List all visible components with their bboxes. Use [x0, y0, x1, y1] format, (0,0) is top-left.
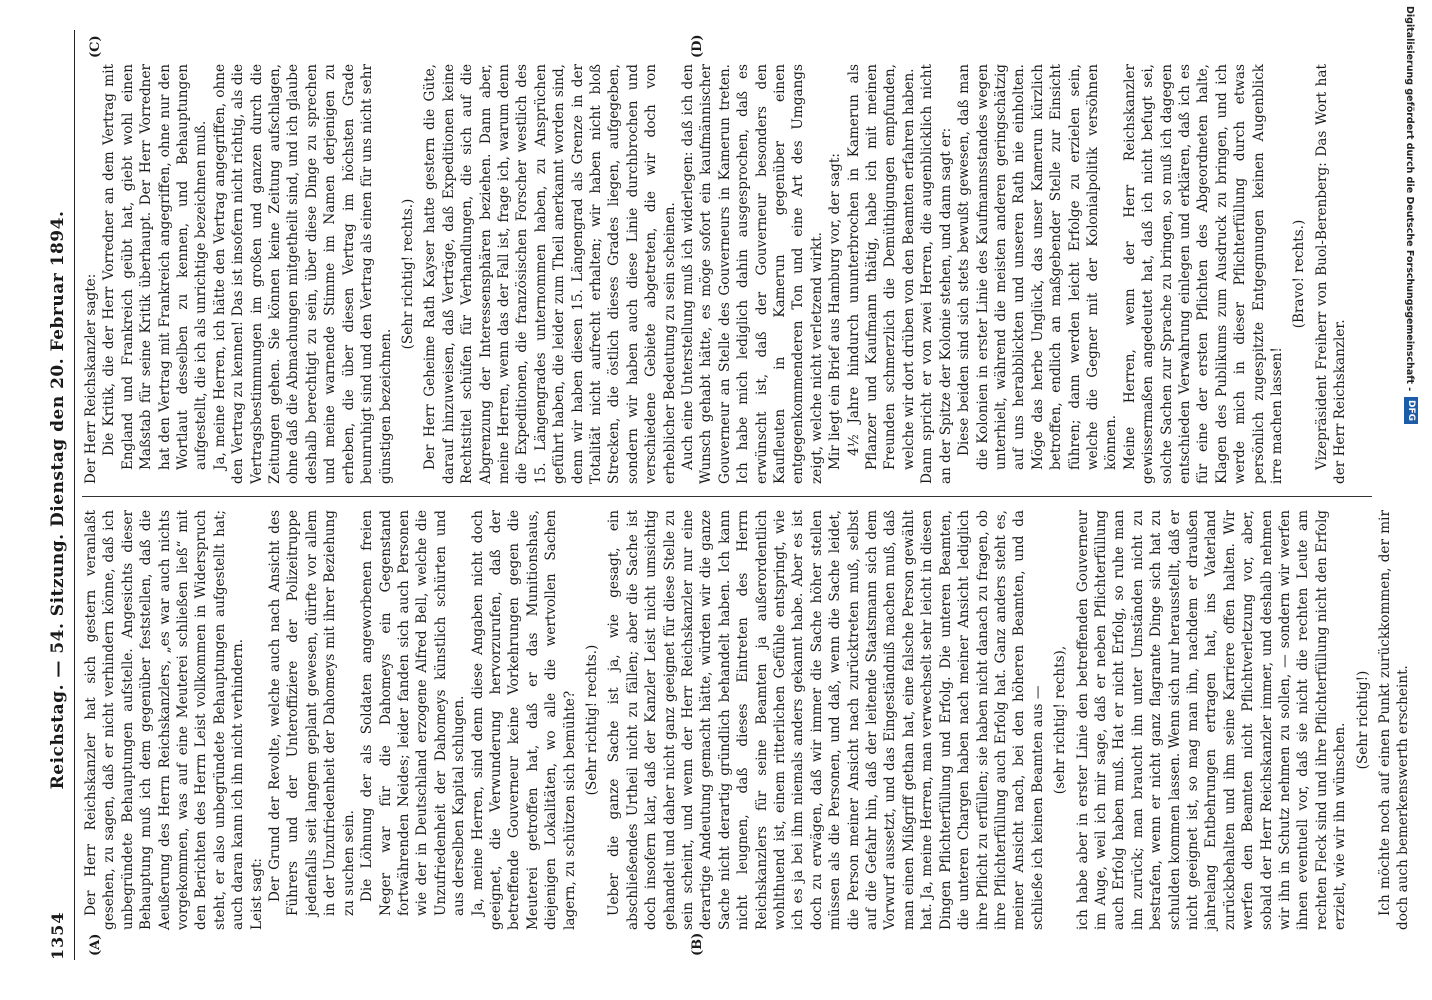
margin-mark-c: (C) — [88, 35, 103, 58]
digitization-credit — [1404, 6, 1430, 994]
paragraph: ich habe aber in erster Linie den betreffenden Gouverneur im Auge, weil ich mir sage, daß er neben Pflichterfüllung auch Erfolg haben muß. Hat er nicht Erfolg, so ruhe man ihn zurück; man braucht ihn unter Umständen nicht zu bestrafen, wenn er nicht ganz flagrante Dinge sich hat zu schulden kommen lassen. Wenn sich nur herausstellt, daß er nicht geeignet ist, so mag man ihn, nachdem er draußen jahrelang Entbehrungen ertragen hat, ins Vaterland zurückbehalten und ihm seine Karriere offen halten. Wir werfen den Beamten nicht Pflichtverletzung vor, aber, sobald der Herr Reichskanzler immer, und deshalb nehmen wir ihn in Schutz nehmen zu sollen, — sondern wir werfen ihnen eventuell vor, daß sie nicht die rechten Leute am rechten Fleck sind und ihre Pflichterfüllung nicht den Erfolg erzielt, wie wir ihn wünschen. — [1074, 510, 1349, 930]
running-head: Reichstag. — 54. Sitzung. Dienstag den 20. Februar 1894. — [48, 210, 68, 790]
margin-mark-d: (D) — [690, 34, 705, 58]
paragraph: Der Herr Geheime Rath Kayser hatte gestern die Güte, darauf hinzuweisen, daß Verträge, daß Expeditionen keine Rechtstitel schüfen für Verhandlungen, die sich auf die Abgrenzung der Interessensphären beziehen. Dann aber, meine Herren, wenn das der Fall ist, frage ich, warum denn die Expeditionen, die französischen Forscher westlich des 15. Längengrades unternommen haben, zu Ansprüchen geführt haben, die leider zum Theil anerkannt worden sind, denn wir haben diesen 15. Längengrad als Grenze in der Totalität nicht aufrecht erhalten; wir haben nicht bloß Strecken, die östlich dieses Grades liegen, aufgegeben, sondern wir haben auch diese Linie durchbrochen und verschiedene Gebiete abgetreten, die wir doch von erheblicher Bedeutung zu sein scheinen. — [422, 64, 678, 484]
paragraph: Ja, meine Herren, sind denn diese Angaben nicht doch geeignet, die Verwunderung hervorzurufen, daß der betreffende Gouverneur keine Vorkehrungen gegen die Meuterei getroffen hat, daß er das Munitionshaus, diejenigen Lokalitäten, wo alle die wertvollen Sachen lagern, zu schützen sich bemühte? — [469, 510, 578, 930]
column-divider — [82, 496, 1372, 497]
paragraph: Der Herr Reichskanzler hat sich gestern veranlaßt gesehen, zu sagen, daß er nicht verhindern könne, daß ich unbegründete Behauptungen aufstelle. Angesichts dieser Behauptung muß ich dem gegenüber feststellen, daß die Aeußerung des Herrn Reichskanzlers, „es war auch nichts vorgekommen, was auf eine Meuterei schließen ließ“ mit den Berichten des Herrn Leist vollkommen in Widerspruch steht, er also unbegründete Behauptungen aufgestellt hat; auch daran kann ich ihn nicht verhindern. — [83, 510, 247, 930]
interjection: (sehr richtig! rechts), — [1052, 645, 1069, 795]
paragraph: Mir liegt ein Brief aus Hamburg vor, der sagt: — [827, 153, 844, 470]
paragraph: Dann spricht er von zwei Herren, die augenblicklich nicht an der Spitze der Kolonie stehen, und dann sagt er: — [919, 64, 954, 484]
quoted-paragraph: Die Löhnung der als Soldaten angeworbenen freien Neger war für die Dahomeys ein Gegenstand fortwährenden Neides; leider fanden sich auch Personen wie der in Deutschland erzogene Alfred Bell, welche die Unzufriedenheit der Dahomeys künstlich schürten und aus derselben Kapital schlugen. — [359, 510, 468, 916]
credit-text: Digitalisierung gefördert durch die Deutsche Forschungsgemeinschaft - — [1404, 6, 1415, 392]
interjection: (Bravo! rechts.) — [1291, 219, 1308, 329]
quoted-paragraph: Diese beiden sind sich stets bewußt gewesen, daß man die Kolonien in erster Linie des Kaufmannsstandes wegen unterhielt, während die meisten anderen geringschätzig auf uns herabblickten und unseren Rath nie einholten. Möge das herbe Unglück, das unser Kamerun kürzlich betroffen, endlich an maßgebender Stelle zur Einsicht führen; dann werden leicht Erfolge zu erzielen sein, welche die Gegner mit der Kolonialpolitik versöhnen können. — [956, 64, 1120, 470]
paragraph: Ja, meine Herren, ich hätte den Vertrag angegriffen, ohne den Vertrag zu kennen! Das ist insofern nicht richtig, als die Vertragsbestimmungen im großen und ganzen durch die Zeitungen gehen. Sie können keine Zeitung aufschlagen, ohne daß die Abmachungen mitgetheilt sind, und ich glaube deshalb berechtigt zu sein, über diese Dinge zu sprechen und meine warnende Stimme im Namen derjenigen zu erheben, die über diesen Vertrag im höchsten Grade beunruhigt sind und den Vertrag als einen für uns nicht sehr günstigen bezeichnen. — [211, 64, 394, 484]
interjection: (Sehr richtig! rechts.) — [583, 644, 600, 796]
paragraph: Ich möchte noch auf einen Punkt zurückkommen, der mir doch auch bemerkenswerth erscheint. — [1377, 510, 1412, 930]
margin-mark-a: (A) — [88, 933, 103, 956]
margin-mark-b: (B) — [690, 932, 705, 956]
paragraph: Der Herr Reichskanzler sagte: — [83, 273, 99, 484]
left-column — [82, 510, 1413, 930]
paragraph: Ueber die ganze Sache ist ja, wie gesagt, ein abschließendes Urtheil nicht zu fällen; aber die Sache ist doch insofern klar, daß der Kanzler Leist nicht umsichtig gehandelt und daher nicht ganz geeignet für diese Stelle zu sein scheint, und wenn der Herr Reichskanzler nur eine derartige Andeutung gemacht hätte, würden wir die ganze Sache nicht derartig gründlich behandelt haben. Ich kann nicht leugnen, daß dieses Eintreten des Herrn Reichskanzlers für seine Beamten ja außerordentlich wohlthuend ist, einem ritterlichen Gefühle entspringt, wie ich es ja bei ihm niemals anders gekannt habe. Aber es ist doch zu erwägen, daß wir immer die Sache höher stellen müssen als die Personen, und daß, wenn die Sache leidet, die Person meiner Ansicht nach zurücktreten muß, selbst auf die Gefahr hin, daß der leitende Staatsmann sich dem Vorwurf aussetzt, und das Eingeständniß machen muß, daß man einen Mißgriff gethan hat, eine falsche Person gewählt hat. Ja, meine Herren, man verwechselt sehr leicht in diesen Dingen Pflichterfüllung und Erfolg. Die unteren Beamten, die unteren Chargen haben nach meiner Ansicht lediglich ihre Pflicht zu erfüllen; sie haben nicht danach zu fragen, ob ihre Pflichterfüllung auch Erfolg hat. Ganz anders steht es, meiner Ansicht nach, bei den höheren Beamten, und da schließe ich keinen Beamten aus — — [606, 510, 1046, 930]
page-number: 1354 — [48, 911, 67, 960]
paragraph: Auch eine Unterstellung muß ich widerlegen: daß ich den Wunsch gehabt hätte, es möge sofort ein kaufmännischer Gouverneur an Stelle des Gouverneurs in Kamerun treten. Ich habe mich lediglich dahin ausgesprochen, daß es erwünscht ist, daß der Gouverneur besonders den Kaufleuten in Kamerun gegenüber einen entgegenkommenderen Ton und eine Art des Umgangs zeigt, welche nicht verletzend wirkt. — [680, 64, 825, 484]
paragraph: Vizepräsident Freiherr von Buol-Berenberg: Das Wort hat der Herr Reichskanzler. — [1313, 64, 1349, 484]
quoted-paragraph: 4½ Jahre hindurch ununterbrochen in Kamerun als Pflanzer und Kaufmann thätig, habe ich mit meinen Freunden schmerzlich die Demüthigungen empfunden, welche wir dort drüben von den Beamten erfahren haben. — [845, 64, 917, 470]
interjection: (Sehr richtig!) — [1354, 670, 1371, 770]
right-column — [82, 64, 1350, 484]
quoted-paragraph: Die Kritik, die der Herr Vorredner an dem Vertrag mit England und Frankreich geübt hat, giebt wohl einen Maßstab für seine Kritik überhaupt. Der Herr Vorredner hat den Vertrag mit Frankreich angegriffen, ohne nur den Wortlaut desselben zu kennen, und Behauptungen aufgestellt, die ich als unrichtige bezeichnen muß. — [101, 64, 210, 470]
quoted-paragraph: Der Grund der Revolte, welche auch nach Ansicht des Führers und der Unteroffiziere der Polizeitruppe jedenfalls seit langem geplant gewesen, dürfte vor allem in der Unzufriedenheit der Dahomeys mit ihrer Beziehung zu suchen sein. — [267, 510, 357, 916]
paragraph: Meine Herren, wenn der Herr Reichskanzler gewissermaßen angedeutet hat, daß ich nicht befugt sei, solche Sachen zur Sprache zu bringen, so muß ich dagegen entschieden Verwahrung einlegen und erklären, daß ich es für eine der ersten Pflichten des Abgeordneten halte, Klagen des Publikums zum Ausdruck zu bringen, und ich werde mich in dieser Pflichterfüllung durch etwas persönlich zugespitzte Entgegnungen keinen Augenblick irre machen lassen! — [1121, 64, 1285, 484]
interjection: (Sehr richtig! rechts.) — [399, 198, 416, 350]
dfg-logo: DFG — [1404, 397, 1418, 424]
paragraph: Leist sagt: — [248, 857, 265, 930]
header-rule — [74, 30, 75, 960]
